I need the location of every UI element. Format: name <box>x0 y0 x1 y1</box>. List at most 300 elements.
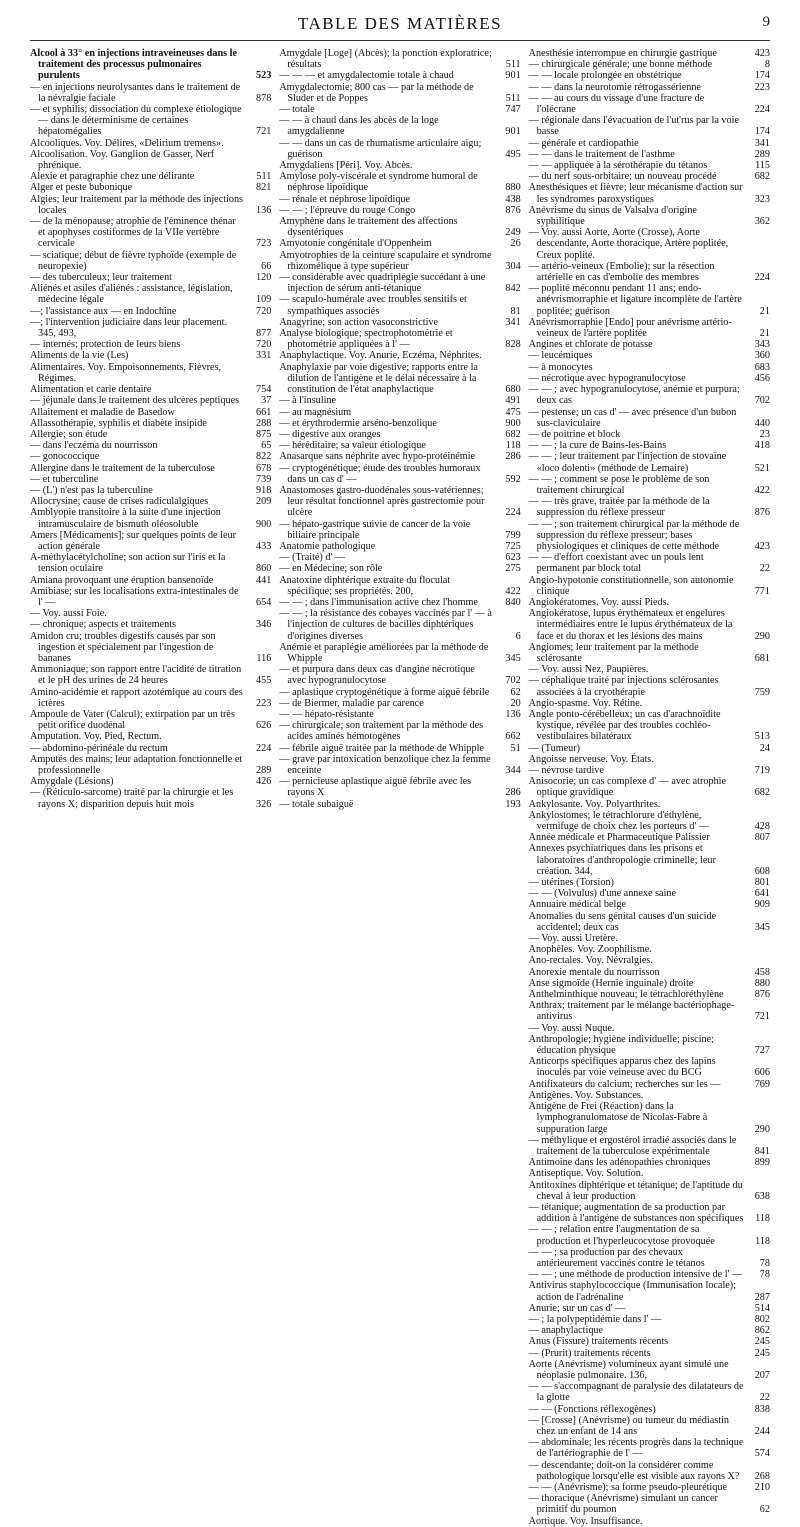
index-entry-text: — considérable avec quadriplégie succédant à une injection de sérum anti-tétanique <box>279 272 486 295</box>
index-entry <box>279 642 520 664</box>
index-entry-page: 438 <box>505 193 521 205</box>
index-entry <box>30 283 271 305</box>
index-entry-page: 719 <box>754 765 770 776</box>
index-entry-page: 901 <box>505 126 521 138</box>
index-entry-page: 66 <box>261 260 272 272</box>
index-entry <box>30 664 271 686</box>
index-entry-page: 838 <box>754 1403 770 1415</box>
index-entry-page: 275 <box>505 563 521 575</box>
index-entry-text: Antivirus staphylococcique (Immunisation locale); action de l'adrénaline <box>528 1280 737 1303</box>
index-entry-text: Antiseptique. Voy. Solution. <box>528 1168 644 1180</box>
index-entry <box>529 138 770 149</box>
index-entry <box>529 743 770 754</box>
index-entry-page: 702 <box>754 395 770 407</box>
index-entry-page: 900 <box>256 518 272 530</box>
index-entry-text: — sciatique; début de fièvre typhoïde (exemple de neuropexie) <box>30 249 237 272</box>
index-entry-text: Aortique. Voy. Insuffisance. <box>528 1515 643 1527</box>
index-entry-text: — — au cours du vissage d'une fracture de l'olécrane <box>528 92 705 116</box>
index-entry <box>529 1056 770 1078</box>
index-entry <box>529 283 770 317</box>
index-entry-page: 136 <box>256 204 272 216</box>
index-entry-text: — — (Fonctions réflexogènes) <box>528 1403 656 1415</box>
index-entry-text: —; l'assistance aux — en Indochine <box>30 305 177 317</box>
index-entry-text: — et tuberculine <box>30 473 99 485</box>
index-entry-text: — abdominale; les récents progrès dans la technique de l'artériographie de l' — <box>528 1437 744 1460</box>
index-entry-page: 326 <box>256 798 272 810</box>
index-entry-page: 422 <box>754 484 770 496</box>
index-entry-text: — et syphilis; dissociation du complexe étiologique — dans le déterminisme de certaines hépatomégalies <box>30 104 242 138</box>
index-entry-text: — gonococcique <box>30 451 100 463</box>
index-entry-text: Aliénés et asiles d'aliénés : assistance, législation, médecine légale <box>30 283 233 306</box>
index-entry <box>529 877 770 888</box>
index-entry-page: 346 <box>256 619 272 631</box>
index-entry-text: — Voy. aussi Nez, Paupières. <box>528 664 649 676</box>
index-entry <box>529 82 770 93</box>
index-entry <box>279 272 520 294</box>
index-entry <box>279 294 520 316</box>
index-entry-page: 21 <box>759 305 770 317</box>
index-entry <box>529 1101 770 1135</box>
index-entry-page: 661 <box>256 406 272 418</box>
index-entry-text: Antifixateurs du calcium; recherches sur les — <box>528 1078 721 1090</box>
index-entry-text: — de Biermer, maladie par carence <box>279 697 424 709</box>
index-entry-page: 475 <box>505 406 521 418</box>
index-entry <box>529 1000 770 1022</box>
index-entry-text: Aliments de la vie (Les) <box>30 350 129 362</box>
index-entry-page: 341 <box>505 316 521 328</box>
index-entry <box>30 474 271 485</box>
index-entry-text: — et érythrodermie arséno-benzolique <box>279 417 437 429</box>
index-entry-text: Amibiase; sur les localisations extra-intestinales de l' — <box>30 585 239 608</box>
index-entry-page: 860 <box>256 563 272 575</box>
index-entry <box>30 182 271 193</box>
index-entry <box>279 216 520 238</box>
index-entry <box>279 350 520 361</box>
index-entry <box>279 82 520 104</box>
index-entry-page: 682 <box>754 171 770 183</box>
index-entry <box>529 451 770 473</box>
index-entry-text: Algies; leur traitement par la méthode des injections locales <box>30 193 244 216</box>
index-entry-page: 514 <box>754 1302 770 1314</box>
index-entry-text: — névrose tardive <box>528 765 604 776</box>
index-entry-text: Anasarque sans néphrite avec hypo-protéinémie <box>279 451 476 463</box>
index-entry-page: 224 <box>754 272 770 284</box>
index-entry-text: — céphalique traité par injections sclérosantes associées à la cryothérapie <box>528 675 719 698</box>
index-entry-text: — — ; une méthode de production intensive de l' — <box>528 1269 743 1281</box>
index-entry-page: 224 <box>505 507 521 519</box>
index-entry-text: — — ; leur traitement par l'injection de stovaïne «loco dolenti» (méthode de Lemaire) <box>528 451 727 474</box>
index-entry <box>529 93 770 115</box>
index-entry <box>529 1168 770 1179</box>
index-entry-text: — chronique; aspects et traitements <box>30 619 176 631</box>
index-entry-text: — générale et cardiopathie <box>528 137 639 149</box>
index-entry-text: Anémie et paraplégie améliorées par la méthode de Whipple <box>279 641 489 664</box>
index-entry <box>529 1516 770 1527</box>
index-entry-page: 840 <box>505 596 521 608</box>
index-entry-text: Aorte (Anévrisme) volumineux ayant simulé une néoplasie pulmonaire. 136, <box>528 1358 729 1381</box>
index-entry <box>30 407 271 418</box>
index-entry <box>279 754 520 776</box>
index-entry <box>529 429 770 440</box>
index-entry-text: — (Traité) d' — <box>279 552 346 564</box>
index-entry-text: — — hépato-résistante <box>279 708 374 720</box>
index-entry-text: — de poitrine et block <box>528 428 621 440</box>
index-entry <box>529 642 770 664</box>
index-entry-page: 288 <box>256 417 272 429</box>
index-entry <box>279 194 520 205</box>
index-entry-text: — en Médecine; son rôle <box>279 563 383 575</box>
index-entry-text: Anthrax; traitement par le mélange bactériophage-antivirus <box>528 1000 735 1023</box>
index-entry-text: Année médicale et Pharmaceutique Palissier <box>528 832 710 844</box>
index-entry-text: Amyotrophies de la ceinture scapulaire et syndrome rhizomélique à type supérieur <box>279 249 492 272</box>
index-entry <box>529 171 770 182</box>
index-entry <box>529 1157 770 1168</box>
index-entry-text: — en injections neurolysantes dans le traitement de la névralgie faciale <box>30 81 241 104</box>
index-entry <box>30 440 271 451</box>
index-entry <box>529 1415 770 1437</box>
index-entry <box>279 205 520 216</box>
index-entry-page: 174 <box>754 70 770 82</box>
index-entry <box>279 138 520 160</box>
index-entry <box>529 160 770 171</box>
index-entry <box>529 115 770 137</box>
index-entry-text: Anesthésiques et fièvre; leur mécanisme d'action sur les syndromes paroxystiques <box>528 182 743 205</box>
index-entry <box>30 451 271 462</box>
index-entry-text: — — appliquée à la sérothérapie du tétanos <box>528 160 708 172</box>
index-entry-page: 513 <box>754 731 770 743</box>
index-entry-page: 62 <box>510 686 521 698</box>
index-entry-text: Anévrismorraphie [Endo] pour anévrisme artério-veineux de l'artère poplitée <box>528 316 732 340</box>
index-entry-page: 423 <box>754 48 770 59</box>
index-entry-text: — aplastique cryptogénétique à forme aiguë fébrile <box>279 686 490 698</box>
index-entry <box>30 171 271 182</box>
index-entry-page: 880 <box>754 977 770 989</box>
index-entry <box>279 440 520 451</box>
index-entry <box>529 709 770 743</box>
index-entry-text: Angio-spasme. Voy. Rétine. <box>528 697 643 709</box>
index-entry-page: 341 <box>754 137 770 149</box>
index-column-3 <box>529 48 770 1527</box>
index-entry <box>30 250 271 272</box>
index-entry <box>529 1023 770 1034</box>
index-entry <box>30 608 271 619</box>
index-entry-text: Anurie; sur un cas d' — <box>528 1302 626 1314</box>
index-entry-page: 801 <box>754 877 770 889</box>
index-entry <box>279 485 520 519</box>
index-entry <box>279 451 520 462</box>
index-entry-text: Anatomie pathologique <box>279 540 376 552</box>
index-entry <box>279 519 520 541</box>
index-entry-page: 8 <box>764 59 770 71</box>
index-entry <box>529 1079 770 1090</box>
index-entry <box>529 1280 770 1302</box>
index-entry-text: Anévrisme du sinus de Valsalva d'origine syphilitique <box>528 204 697 228</box>
index-entry-text: Allassothérapie, syphilis et diabète insipide <box>30 417 207 429</box>
index-entry-text: — digestive aux oranges <box>279 428 381 440</box>
index-entry-text: — nécrotique avec hypogranulocytose <box>528 372 686 384</box>
index-entry-text: Allocrysine; cause de crises radiculalgiques <box>30 496 209 508</box>
index-entry-page: 109 <box>256 294 272 306</box>
index-entry <box>30 575 271 586</box>
index-entry <box>529 1269 770 1280</box>
index-entry-page: 343 <box>754 339 770 351</box>
index-entry <box>529 1336 770 1347</box>
index-entry <box>529 440 770 451</box>
index-entry <box>279 463 520 485</box>
index-entry <box>30 138 271 149</box>
index-entry-page: 511 <box>256 171 272 183</box>
index-entry-page: 523 <box>256 70 272 82</box>
index-entry <box>279 608 520 642</box>
index-entry-page: 426 <box>256 776 272 788</box>
index-entry-text: Anesthésie interrompue en chirurgie gastrique <box>528 48 717 59</box>
index-entry-text: Ammoniaque; son rapport entre l'acidité de titration et le pH des urines de 24 heures <box>30 664 242 687</box>
index-entry <box>30 194 271 216</box>
index-entry-text: Angiomes; leur traitement par la méthode sclérosante <box>528 641 699 664</box>
index-entry <box>279 743 520 754</box>
index-entry-page: 118 <box>505 440 521 452</box>
index-entry-page: 771 <box>754 585 770 597</box>
index-entry-page: 702 <box>505 675 521 687</box>
index-entry <box>30 552 271 574</box>
index-entry-text: — — locale prolongée en obstétrique <box>528 70 682 82</box>
index-entry-text: — Voy. aussi Aorte, Aorte (Crosse), Aorte descendante, Aorte thoracique, Artère poplitée, Creux poplité. <box>528 227 729 261</box>
index-entry-text: Amyotonie congénitale d'Oppenheim <box>279 238 432 250</box>
index-entry-page: 287 <box>754 1291 770 1303</box>
index-entry-page: 608 <box>754 865 770 877</box>
index-entry <box>529 261 770 283</box>
index-entry-page: 720 <box>256 305 272 317</box>
index-entry <box>529 496 770 518</box>
index-entry <box>279 328 520 350</box>
index-column-2 <box>279 48 520 1527</box>
index-entry-text: Alcool à 33° en injections intraveineuses dans le traitement des processus pulmonaires purulents <box>30 48 237 82</box>
index-entry-text: Amidon cru; troubles digestifs causés par son ingestion et spécialement par l'ingestion de bananes <box>30 630 216 664</box>
index-entry-page: 747 <box>505 104 521 116</box>
index-entry-page: 210 <box>754 1482 770 1493</box>
index-entry-page: 362 <box>754 216 770 228</box>
index-entry-text: Anagyrine; son action vasoconstrictive <box>279 316 439 328</box>
index-entry <box>279 317 520 328</box>
index-entry-page: 875 <box>256 428 272 440</box>
index-entry-text: — — ; l'épreuve du rouge Congo <box>279 204 416 216</box>
index-entry-text: — — d'effort coexistant avec un pouls lent permanent par block total <box>528 552 704 575</box>
index-entry-page: 623 <box>505 552 521 564</box>
index-entry-page: 24 <box>759 742 770 754</box>
index-entry <box>279 687 520 698</box>
header-rule <box>30 40 770 41</box>
index-entry <box>279 776 520 798</box>
index-entry <box>529 955 770 966</box>
index-entry-page: 638 <box>754 1190 770 1202</box>
index-entry-text: — des tuberculeux; leur traitement <box>30 272 173 284</box>
index-entry-page: 606 <box>754 1067 770 1079</box>
index-entry-text: Ankylosante. Voy. Polyarthrites. <box>528 798 661 810</box>
index-entry-text: Allergie; son étude <box>30 428 108 440</box>
index-entry-page: 244 <box>754 1425 770 1437</box>
index-entry-page: 876 <box>754 507 770 519</box>
index-entry-text: Alimentation et carie dentaire <box>30 384 152 396</box>
index-entry <box>30 339 271 350</box>
index-entry-page: 456 <box>754 372 770 384</box>
index-entry-text: Amygdale [Loge] (Abcès); la ponction exploratrice; résultats <box>279 48 492 71</box>
index-entry <box>30 317 271 339</box>
index-entry <box>30 507 271 529</box>
index-entry-page: 521 <box>754 462 770 474</box>
index-entry-text: — utérines (Torsion) <box>528 877 614 889</box>
index-entry <box>279 552 520 563</box>
index-entry-page: 245 <box>754 1336 770 1348</box>
index-entry-page: 682 <box>505 428 521 440</box>
index-entry-text: Alcooliques. Voy. Délires, «Delirium tremens». <box>30 137 224 149</box>
index-entry <box>529 933 770 944</box>
index-entry-text: — — dans le traitement de l'asthme <box>528 148 675 160</box>
index-entry <box>30 272 271 283</box>
index-entry-page: 723 <box>256 238 272 250</box>
index-entry <box>279 709 520 720</box>
index-entry-page: 511 <box>505 92 521 104</box>
index-entry-page: 828 <box>505 339 521 351</box>
index-entry-text: Anaphylaxie par voie digestive; rapports entre la dilution de l'antigène et le délai nécessaire à la constitution de l'état anaphylactique <box>279 361 478 396</box>
index-entry <box>529 664 770 675</box>
index-entry-page: 245 <box>754 1347 770 1359</box>
index-entry <box>30 104 271 138</box>
index-entry-text: Angiokératose, lupus érythémateux et engelures intermédiaires entre le lupus érythémateux de la face et du thorax et les lésions des mains <box>528 608 733 642</box>
index-entry-text: — rénale et néphrose lipoïdique <box>279 193 411 205</box>
index-entry-text: — jéjunale dans le traitement des ulcères peptiques <box>30 395 240 407</box>
index-entry-page: 360 <box>754 350 770 362</box>
index-entry <box>529 575 770 597</box>
index-entry <box>279 171 520 193</box>
index-entry-text: — poplité méconnu pendant 11 ans; endo-anévrismorraphie et ligature incomplète de l'artère poplitée; guérison <box>528 283 742 317</box>
index-entry <box>30 619 271 630</box>
index-entry-page: 626 <box>256 720 272 732</box>
index-entry-page: 662 <box>505 731 521 743</box>
index-entry <box>30 362 271 384</box>
index-entry-page: 418 <box>754 440 770 452</box>
index-entry-page: 20 <box>510 697 521 709</box>
index-entry-page: 26 <box>510 238 521 250</box>
index-entry-page: 51 <box>510 742 521 754</box>
index-entry-text: — chirurgicale; son traitement par la méthode des acides aminés hémotogènes <box>279 720 484 743</box>
index-entry-page: 78 <box>759 1269 770 1281</box>
index-entry <box>529 339 770 350</box>
index-entry-page: 495 <box>505 148 521 160</box>
index-entry-text: Amyphène dans le traitement des affections dysentériques <box>279 216 458 239</box>
index-entry-page: 23 <box>759 428 770 440</box>
index-entry-page: 842 <box>505 283 521 295</box>
index-entry <box>279 720 520 742</box>
index-entry <box>529 149 770 160</box>
index-entry <box>529 597 770 608</box>
index-entry-page: 682 <box>754 787 770 799</box>
index-entry-page: 268 <box>754 1470 770 1482</box>
index-entry-text: — régionale dans l'évacuation de l'ut'rus par la voie basse <box>528 115 739 138</box>
index-entry-page: 901 <box>505 70 521 82</box>
index-entry-text: —; l'intervention judiciaire dans leur placement. 345, 493, <box>30 316 228 340</box>
index-entry-text: Amygdale (Lésions) <box>30 776 114 788</box>
index-entry-text: Allergine dans le traitement de la tuberculose <box>30 462 215 474</box>
index-entry-text: Angoisse nerveuse. Voy. États. <box>528 753 654 765</box>
index-entry <box>529 1404 770 1415</box>
index-entry-text: — pernicieuse aplastique aiguë fébrile avec les rayons X <box>279 776 472 799</box>
index-entry <box>529 182 770 204</box>
index-entry-text: — hépato-gastrique suivie de cancer de la voie biliaire principale <box>279 518 471 541</box>
index-entry-text: — héréditaire; sa valeur étiologique <box>279 440 426 452</box>
index-entry-text: — à monocytes <box>528 361 593 373</box>
index-entry-page: 822 <box>256 451 272 463</box>
index-entry-page: 641 <box>754 888 770 900</box>
index-entry <box>279 115 520 137</box>
index-entry-page: 807 <box>754 832 770 844</box>
index-entry <box>30 216 271 250</box>
index-entry-text: — thoracique (Anévrisme) simulant un cancer primitif du poumon <box>528 1493 718 1516</box>
index-entry <box>30 48 271 82</box>
index-entry <box>529 519 770 553</box>
index-entry-text: Anastomoses gastro-duodénales sous-vatériennes; leur résultat fonctionnel après gastrectomie pour ulcère <box>279 484 485 519</box>
index-entry-text: — de la ménopause; atrophie de l'éminence thénar et apophyses costiformes de la VIIe vertèbre cervicale <box>30 216 236 250</box>
index-entry <box>529 407 770 429</box>
index-entry <box>30 418 271 429</box>
index-entry-page: 876 <box>505 204 521 216</box>
index-entry <box>529 1303 770 1314</box>
index-entry-text: Amputés des mains; leur adaptation fonctionnelle et professionnelle <box>30 753 243 776</box>
index-entry <box>529 227 770 261</box>
index-entry-page: 290 <box>754 1123 770 1135</box>
index-entry-page: 739 <box>256 473 272 485</box>
index-entry-text: — anaphylactique <box>528 1325 604 1337</box>
index-entry <box>529 1493 770 1515</box>
index-entry <box>279 250 520 272</box>
index-entry <box>30 731 271 742</box>
index-entry-page: 115 <box>755 160 770 172</box>
index-entry <box>279 104 520 115</box>
index-entry-page: 678 <box>256 462 272 474</box>
index-entry-text: Annuaire médical belge <box>528 899 626 911</box>
index-entry-text: — — ; sa production par des chevaux antérieurement vaccinés contre le tétanos <box>528 1246 705 1269</box>
index-entry-text: — — à chaud dans les abcès de la loge amygdalienne <box>279 115 439 138</box>
index-entry-text: — (L') n'est pas la tuberculine <box>30 484 153 496</box>
index-entry <box>30 776 271 787</box>
index-entry <box>529 373 770 384</box>
index-entry <box>529 754 770 765</box>
index-entry <box>529 899 770 910</box>
index-entry <box>279 70 520 81</box>
index-entry <box>529 59 770 70</box>
index-entry <box>30 787 271 809</box>
index-entry-page: 899 <box>754 1157 770 1169</box>
index-entry <box>30 743 271 754</box>
index-entry-text: — fébrile aiguë traitée par la méthode de Whipple <box>279 742 484 754</box>
index-entry <box>30 754 271 776</box>
index-entry-page: 909 <box>754 899 770 911</box>
index-entry-page: 877 <box>256 328 272 340</box>
index-entry <box>529 1034 770 1056</box>
index-entry-text: Anticorps spécifiques apparus chez des lapins inoculés par voie veineuse avec du BCG <box>528 1056 716 1079</box>
index-entry-page: 65 <box>261 440 272 452</box>
index-entry-text: — totale <box>279 104 315 116</box>
index-entry-page: 21 <box>759 328 770 340</box>
index-entry <box>279 407 520 418</box>
index-entry <box>30 149 271 171</box>
index-entry-page: 727 <box>754 1045 770 1057</box>
index-entry-page: 458 <box>754 966 770 978</box>
index-entry-text: — — s'accompagnant de paralysie des dilatateurs de la glotte <box>528 1381 744 1404</box>
index-entry <box>279 799 520 810</box>
index-entry-page: 6 <box>515 630 521 642</box>
index-columns <box>30 48 770 1527</box>
index-entry-text: — cryptogénétique; étude des troubles humoraux dans un cas d' — <box>279 462 481 485</box>
